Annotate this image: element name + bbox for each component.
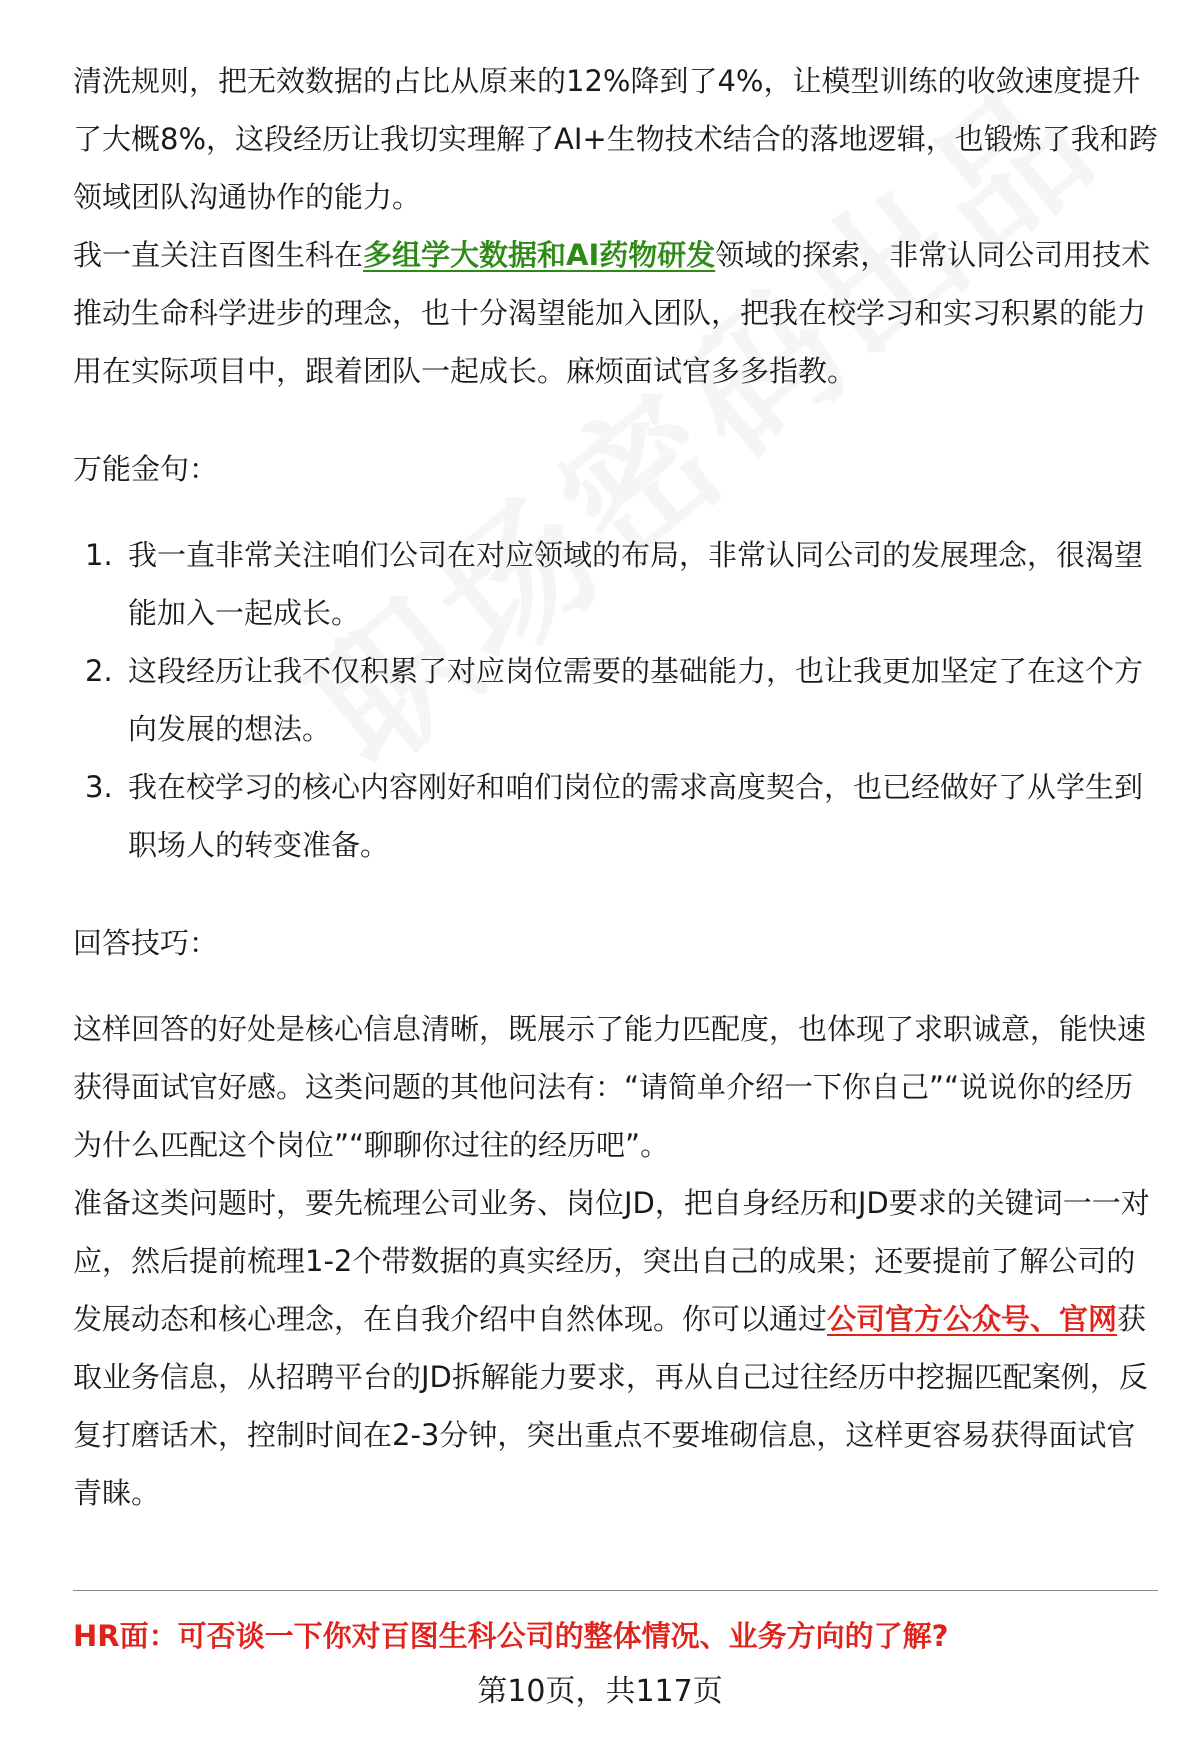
list-item	[73, 758, 1158, 874]
section-divider	[73, 1590, 1158, 1591]
list-text: 这段经历让我不仅积累了对应岗位需要的基础能力，也让我更加坚定了在这个方向发展的想法。	[128, 654, 1144, 746]
text-segment: 我一直关注百图生科在	[73, 238, 364, 272]
text-segment: 获取业务信息，从招聘平台的JD拆解能力要求，再从自己过往经历中挖掘匹配案例，反复打磨话术，控制时间在2-3分钟，突出重点不要堆砌信息，这样更容易获得面试官青睐。	[73, 1302, 1148, 1510]
list-number: 2.	[85, 654, 113, 688]
page-number-footer: 第10页，共117页	[477, 1674, 723, 1709]
paragraph-experience-result: 清洗规则，把无效数据的占比从原来的12%降到了4%，让模型训练的收敛速度提升了大概8%，这段经历让我切实理解了AI+生物技术结合的落地逻辑，也锻炼了我和跨领域团队沟通协作的能力。	[73, 64, 1158, 214]
spacer	[73, 874, 1158, 914]
spacer	[73, 498, 1158, 526]
paragraph-preparation	[73, 1174, 1158, 1522]
list-text: 我一直非常关注咱们公司在对应领域的布局，非常认同公司的发展理念，很渴望能加入一起成长。	[128, 538, 1144, 630]
golden-phrases-title: 万能金句：	[73, 452, 219, 486]
list-item	[73, 526, 1158, 642]
highlight-red: 公司官方公众号、官网	[827, 1302, 1118, 1336]
paragraph-answer-benefit: 这样回答的好处是核心信息清晰，既展示了能力匹配度，也体现了求职诚意，能快速获得面试官好感。这类问题的其他问法有：“请简单介绍一下你自己”“说说你的经历为什么匹配这个岗位”“聊聊你过往的经历吧”。	[73, 1012, 1147, 1162]
text-segment: 领域的探索，非常认同公司用技术推动生命科学进步的理念，也十分渴望能加入团队，把我在校学习和实习积累的能力用在实际项目中，跟着团队一起成长。麻烦面试官多多指教。	[73, 238, 1151, 388]
answer-tips-title: 回答技巧：	[73, 926, 219, 960]
golden-phrases-list	[73, 526, 1158, 874]
highlight-green: 多组学大数据和AI药物研发	[363, 238, 716, 272]
hr-question-heading: HR面：可否谈一下你对百图生科公司的整体情况、业务方向的了解?	[73, 1619, 949, 1653]
text-segment: 准备这类问题时，要先梳理公司业务、岗位JD，把自身经历和JD要求的关键词一一对应，然后提前梳理1-2个带数据的真实经历，突出自己的成果；还要提前了解公司的发展动态和核心理念，在自我介绍中自然体现。你可以通过	[73, 1186, 1150, 1336]
list-text: 我在校学习的核心内容刚好和咱们岗位的需求高度契合，也已经做好了从学生到职场人的转变准备。	[128, 770, 1144, 862]
main-content	[73, 52, 1158, 1522]
list-number: 1.	[85, 538, 113, 572]
list-number: 3.	[85, 770, 113, 804]
spacer	[73, 972, 1158, 1000]
list-item	[73, 642, 1158, 758]
paragraph-company-interest	[73, 226, 1158, 400]
spacer	[73, 400, 1158, 440]
